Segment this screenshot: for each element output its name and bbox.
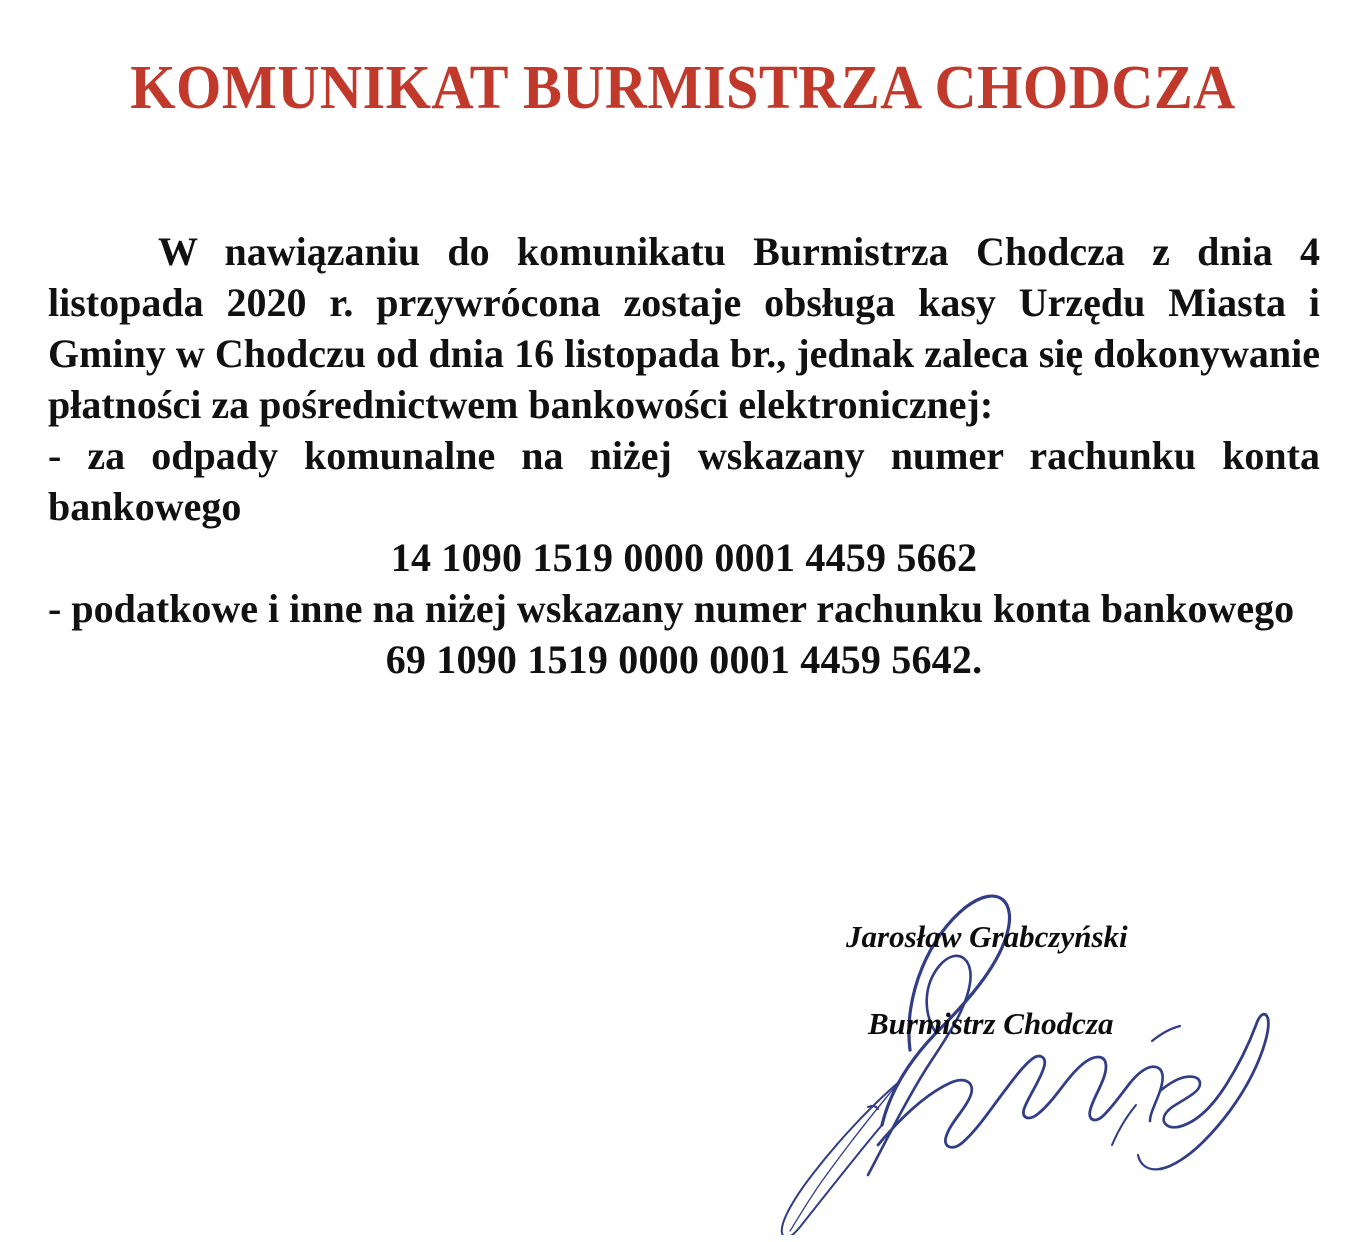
signature-role: Burmistrz Chodcza — [868, 1006, 1114, 1041]
signature-block — [760, 845, 1290, 1235]
paragraph-intro: W nawiązaniu do komunikatu Burmistrza Chodcza z dnia 4 listopada 2020 r. przywrócona zostaje obsługa kasy Urzędu Miasta i Gminy w Chodczu od dnia 16 listopada br., jednak zaleca się dokonywanie płatności za pośrednictwem bankowości elektronicznej: — [48, 229, 1320, 427]
account-number-tax: 69 1090 1519 0000 0001 4459 5642. — [385, 637, 983, 682]
page-title: KOMUNIKAT BURMISTRZA CHODCZA — [130, 54, 1236, 122]
signature-name: Jarosław Grabczyński — [846, 919, 1128, 954]
announcement-body — [48, 226, 1320, 685]
account-number-waste: 14 1090 1519 0000 0001 4459 5662 — [390, 535, 978, 580]
paragraph-waste-label: - za odpady komunalne na niżej wskazany numer rachunku konta bankowego — [48, 433, 1320, 529]
paragraph-tax-label: - podatkowe i inne na niżej wskazany numer rachunku konta bankowego — [48, 586, 1295, 631]
